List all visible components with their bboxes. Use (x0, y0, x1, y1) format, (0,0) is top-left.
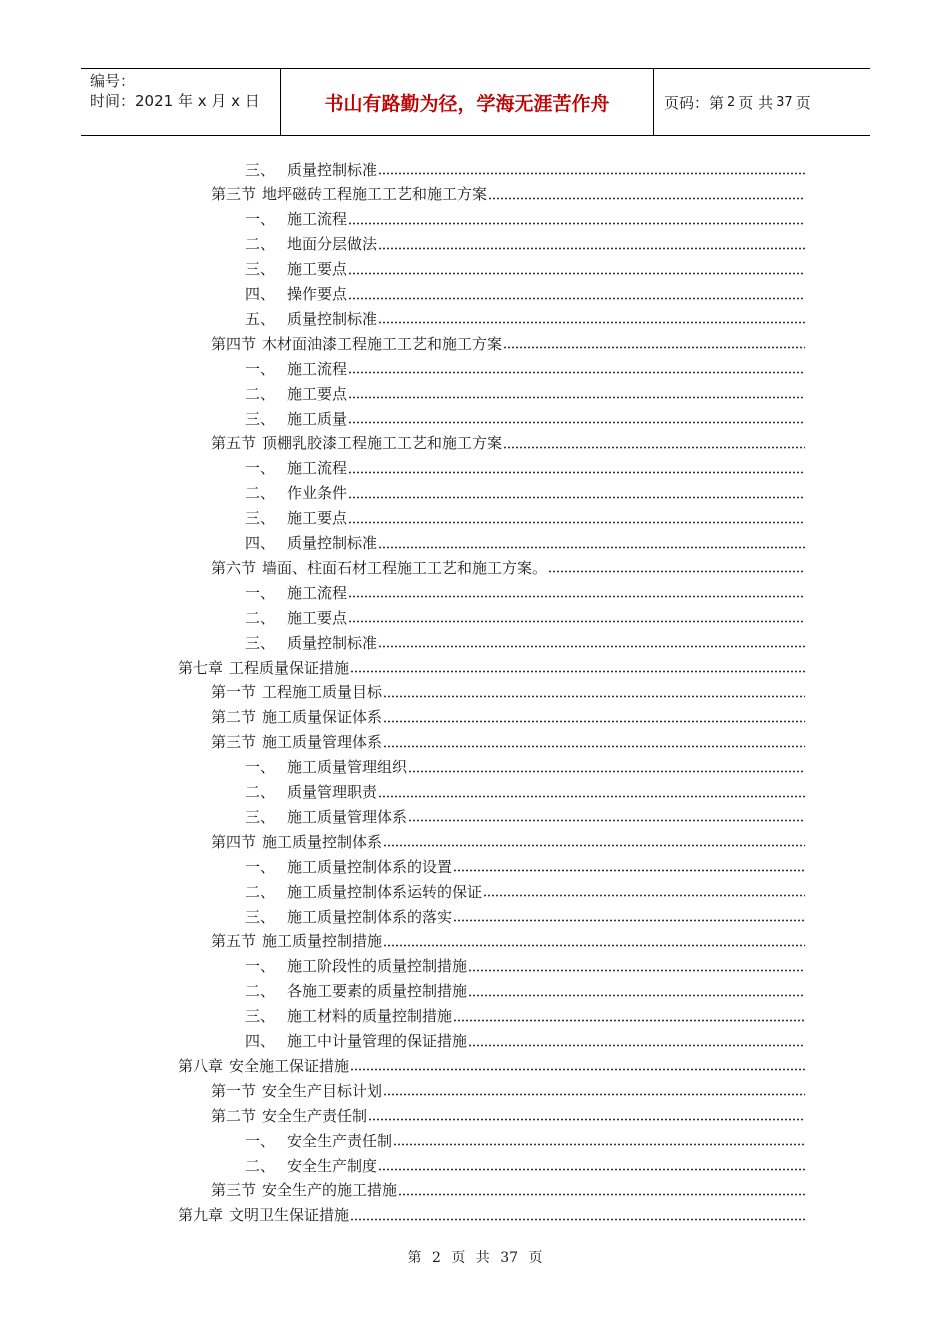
toc-dot-leader (383, 736, 805, 748)
toc-dot-leader (468, 960, 805, 972)
toc-entry[interactable] (211, 706, 805, 728)
toc-dot-leader (348, 362, 805, 374)
toc-entry-number: 三、 (245, 807, 276, 826)
footer-mid2: 共 (475, 1250, 490, 1266)
toc-entry-number: 二、 (245, 982, 276, 1001)
toc-entry[interactable] (245, 158, 805, 180)
toc-entry-title: 质量控制标准 (287, 534, 378, 552)
toc-entry[interactable] (211, 681, 805, 703)
toc-entry-number: 三、 (245, 509, 276, 528)
toc-dot-leader (503, 437, 805, 449)
toc-entry-title: 施工阶段性的质量控制措施 (287, 957, 468, 976)
toc-entry-number: 三、 (245, 633, 276, 652)
toc-dot-leader (348, 611, 805, 623)
toc-entry[interactable] (245, 980, 805, 1002)
toc-entry[interactable] (245, 905, 805, 927)
toc-dot-leader (350, 661, 805, 673)
toc-entry[interactable] (245, 532, 805, 554)
toc-entry-title: 安全施工保证措施 (229, 1056, 350, 1075)
toc-dot-leader (350, 1059, 805, 1071)
toc-entry[interactable] (245, 208, 805, 230)
toc-dot-leader (348, 412, 805, 424)
toc-entry-number: 第九章 (178, 1206, 224, 1225)
toc-entry[interactable] (178, 656, 805, 678)
toc-entry[interactable] (245, 781, 805, 803)
toc-dot-leader (378, 238, 805, 250)
toc-dot-leader (378, 786, 805, 798)
page-current: 2 (727, 94, 736, 110)
toc-dot-leader (468, 985, 805, 997)
toc-entry-number: 三、 (245, 1007, 276, 1026)
time-label: 时间：2021 年 x 月 x 日 (90, 92, 260, 110)
toc-dot-leader (368, 1109, 805, 1121)
toc-entry-number: 第二节 (211, 708, 257, 727)
toc-dot-leader (548, 561, 805, 573)
toc-dot-leader (408, 761, 805, 773)
toc-entry-title: 地面分层做法 (287, 235, 378, 254)
toc-entry[interactable] (245, 307, 805, 329)
toc-dot-leader (350, 1209, 805, 1221)
page-total: 37 (776, 94, 793, 110)
toc-entry-title: 工程施工质量目标 (262, 683, 383, 702)
toc-dot-leader (378, 636, 805, 648)
page-header (81, 68, 870, 136)
page-footer (0, 1247, 950, 1267)
toc-dot-leader (348, 487, 805, 499)
toc-dot-leader (408, 810, 805, 822)
toc-entry-number: 五、 (245, 309, 276, 328)
toc-entry[interactable] (245, 631, 805, 653)
toc-entry-title: 施工质量 (287, 409, 348, 428)
toc-entry-number: 第四节 (211, 334, 257, 353)
toc-entry-number: 二、 (245, 882, 276, 901)
toc-dot-leader (378, 537, 805, 549)
toc-entry-title: 施工流程 (287, 583, 348, 602)
toc-dot-leader (383, 686, 805, 698)
toc-entry[interactable] (211, 930, 805, 952)
toc-entry[interactable] (245, 805, 805, 827)
toc-entry-number: 三、 (245, 907, 276, 926)
toc-entry[interactable] (245, 507, 805, 529)
toc-entry-title: 施工质量控制体系 (262, 832, 383, 851)
toc-dot-leader (348, 586, 805, 598)
toc-entry-title: 施工质量控制体系的设置 (287, 857, 453, 876)
toc-entry[interactable] (245, 283, 805, 305)
toc-entry-number: 四、 (245, 285, 276, 303)
toc-entry-number: 第八章 (178, 1056, 224, 1075)
toc-entry-title: 质量管理职责 (287, 783, 378, 801)
toc-entry-title: 施工质量管理体系 (287, 807, 408, 826)
toc-entry[interactable] (245, 1005, 805, 1027)
toc-dot-leader (483, 885, 805, 897)
toc-entry-number: 一、 (245, 459, 276, 478)
toc-entry-title: 木材面油漆工程施工工艺和施工方案 (262, 334, 503, 353)
toc-entry[interactable] (245, 1030, 805, 1052)
toc-entry[interactable] (178, 1054, 805, 1076)
toc-entry-title: 安全生产的施工措施 (262, 1181, 398, 1200)
toc-dot-leader (393, 1134, 805, 1146)
toc-dot-leader (348, 512, 805, 524)
toc-entry-title: 施工质量控制措施 (262, 932, 383, 951)
header-meta (81, 69, 281, 135)
toc-entry-title: 安全生产目标计划 (262, 1081, 383, 1100)
toc-entry-title: 作业条件 (287, 484, 348, 503)
toc-entry-number: 一、 (245, 210, 276, 229)
toc-entry-title: 施工流程 (287, 459, 348, 478)
footer-total: 37 (500, 1250, 519, 1266)
toc-entry-title: 施工质量控制体系运转的保证 (287, 882, 483, 901)
toc-entry[interactable] (211, 183, 805, 205)
toc-entry-number: 第四节 (211, 832, 257, 851)
toc-entry-number: 二、 (245, 384, 276, 403)
toc-entry-number: 四、 (245, 534, 276, 552)
toc-entry-title: 质量控制标准 (287, 160, 378, 179)
toc-entry[interactable] (211, 731, 805, 753)
footer-current: 2 (431, 1250, 441, 1266)
footer-mid1: 页 (451, 1250, 466, 1266)
toc-dot-leader (378, 1159, 805, 1171)
footer-prefix: 第 (407, 1250, 422, 1266)
page-mid: 页 共 (738, 93, 774, 112)
toc-entry[interactable] (245, 1129, 805, 1151)
toc-entry-number: 二、 (245, 608, 276, 627)
toc-entry-title: 施工材料的质量控制措施 (287, 1007, 453, 1026)
toc-entry-title: 施工要点 (287, 384, 348, 403)
toc-entry-number: 一、 (245, 1131, 276, 1150)
toc-entry[interactable] (211, 830, 805, 852)
toc-dot-leader (378, 163, 805, 175)
toc-entry[interactable] (245, 258, 805, 280)
toc-entry-number: 一、 (245, 359, 276, 378)
toc-dot-leader (383, 1084, 805, 1096)
toc-entry[interactable] (211, 432, 805, 454)
toc-entry-number: 二、 (245, 235, 276, 254)
toc-entry[interactable] (245, 357, 805, 379)
toc-entry-title: 施工流程 (287, 210, 348, 229)
toc-entry-number: 第二节 (211, 1106, 257, 1125)
toc-entry-title: 施工要点 (287, 608, 348, 627)
toc-entry-title: 安全生产责任制 (262, 1106, 368, 1125)
toc-entry-number: 第三节 (211, 733, 257, 752)
toc-entry-number: 三、 (245, 409, 276, 428)
toc-dot-leader (348, 387, 805, 399)
toc-entry[interactable] (178, 1204, 805, 1226)
toc-entry-title: 施工中计量管理的保证措施 (287, 1032, 468, 1050)
toc-entry[interactable] (245, 855, 805, 877)
toc-entry-number: 一、 (245, 857, 276, 876)
toc-entry-number: 第三节 (211, 185, 257, 204)
toc-dot-leader (488, 188, 805, 200)
toc-entry-title: 安全生产责任制 (287, 1131, 393, 1150)
toc-entry-number: 第一节 (211, 683, 257, 702)
toc-entry[interactable] (245, 1154, 805, 1176)
toc-entry[interactable] (245, 955, 805, 977)
footer-suffix: 页 (528, 1250, 543, 1266)
toc-entry-number: 一、 (245, 583, 276, 602)
toc-entry-title: 工程质量保证措施 (229, 658, 350, 677)
toc-entry-number: 第七章 (178, 658, 224, 677)
toc-entry-number: 二、 (245, 484, 276, 503)
toc-entry[interactable] (245, 233, 805, 255)
page-prefix: 页码：第 (664, 93, 725, 112)
toc-entry-title: 地坪磁砖工程施工工艺和施工方案 (262, 185, 488, 204)
toc-entry-title: 墙面、柱面石材工程施工工艺和施工方案。 (262, 558, 548, 577)
toc-dot-leader (348, 213, 805, 225)
toc-entry-number: 二、 (245, 1156, 276, 1175)
toc-dot-leader (453, 910, 805, 922)
toc-dot-leader (383, 835, 805, 847)
toc-entry-title: 施工质量保证体系 (262, 708, 383, 727)
header-page-number (654, 69, 870, 135)
toc-dot-leader (383, 711, 805, 723)
toc-dot-leader (348, 462, 805, 474)
toc-entry-number: 四、 (245, 1032, 276, 1050)
toc-entry-title: 质量控制标准 (287, 309, 378, 328)
header-motto: 书山有路勤为径，学海无涯苦作舟 (281, 69, 654, 135)
toc-entry[interactable] (211, 1104, 805, 1126)
code-label: 编号： (90, 72, 136, 90)
toc-entry-number: 三、 (245, 260, 276, 279)
toc-dot-leader (503, 337, 805, 349)
toc-entry-title: 施工流程 (287, 359, 348, 378)
toc-entry[interactable] (245, 407, 805, 429)
toc-entry-number: 一、 (245, 758, 276, 777)
toc-dot-leader (378, 312, 805, 324)
page-suffix: 页 (795, 93, 811, 112)
toc-dot-leader (468, 1035, 805, 1047)
toc-entry-title: 安全生产制度 (287, 1156, 378, 1175)
toc-entry-title: 施工质量管理体系 (262, 733, 383, 752)
toc-entry[interactable] (211, 332, 805, 354)
toc-entry[interactable] (245, 880, 805, 902)
toc-entry[interactable] (211, 1079, 805, 1101)
toc-entry[interactable] (245, 606, 805, 628)
toc-entry[interactable] (211, 1179, 805, 1201)
toc-entry-number: 三、 (245, 160, 276, 179)
toc-entry-title: 施工质量管理组织 (287, 758, 408, 777)
toc-entry[interactable] (245, 482, 805, 504)
toc-entry-number: 一、 (245, 957, 276, 976)
toc-entry-title: 顶棚乳胶漆工程施工工艺和施工方案 (262, 434, 503, 453)
toc-entry-title: 文明卫生保证措施 (229, 1206, 350, 1225)
toc-entry-title: 施工要点 (287, 260, 348, 279)
toc-entry-title: 施工质量控制体系的落实 (287, 907, 453, 926)
toc-dot-leader (398, 1184, 805, 1196)
toc-dot-leader (453, 860, 805, 872)
toc-entry-number: 第三节 (211, 1181, 257, 1200)
toc-entry-title: 质量控制标准 (287, 633, 378, 652)
toc-entry-title: 操作要点 (287, 285, 348, 303)
toc-entry-title: 施工要点 (287, 509, 348, 528)
toc-entry[interactable] (245, 457, 805, 479)
toc-entry-number: 第六节 (211, 558, 257, 577)
toc-entry[interactable] (245, 581, 805, 603)
toc-entry[interactable] (211, 556, 805, 578)
toc-entry[interactable] (245, 756, 805, 778)
toc-dot-leader (348, 288, 805, 300)
toc-entry-number: 第一节 (211, 1081, 257, 1100)
toc-entry-number: 第五节 (211, 434, 257, 453)
toc-entry-number: 二、 (245, 783, 276, 801)
toc-entry[interactable] (245, 382, 805, 404)
toc-dot-leader (383, 935, 805, 947)
toc-entry-title: 各施工要素的质量控制措施 (287, 982, 468, 1001)
toc-dot-leader (348, 263, 805, 275)
toc-entry-number: 第五节 (211, 932, 257, 951)
toc-dot-leader (453, 1010, 805, 1022)
